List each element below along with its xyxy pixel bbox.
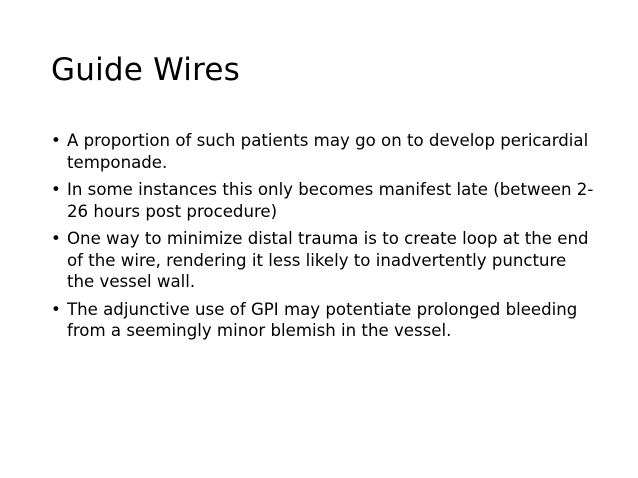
bullet-item: [48, 228, 598, 293]
bullet-dot-icon: •: [51, 299, 61, 319]
bullet-text: One way to minimize distal trauma is to create loop at the end of the wire, rendering it less likely to inadvertently puncture the vessel wall.: [67, 229, 589, 291]
bullet-list: [48, 130, 598, 348]
bullet-item: [48, 179, 598, 222]
bullet-dot-icon: •: [51, 229, 61, 248]
bullet-item: [48, 299, 598, 342]
bullet-text: In some instances this only becomes manifest late (between 2-26 hours post procedure): [67, 180, 594, 221]
bullet-text: A proportion of such patients may go on to develop pericardial temponade.: [67, 131, 589, 172]
bullet-item: [48, 130, 598, 173]
bullet-dot-icon: •: [51, 131, 61, 150]
slide-title: Guide Wires: [51, 52, 240, 88]
bullet-dot-icon: •: [51, 180, 61, 199]
bullet-text: The adjunctive use of GPI may potentiate prolonged bleeding from a seemingly minor blemish in the vessel.: [67, 299, 578, 340]
